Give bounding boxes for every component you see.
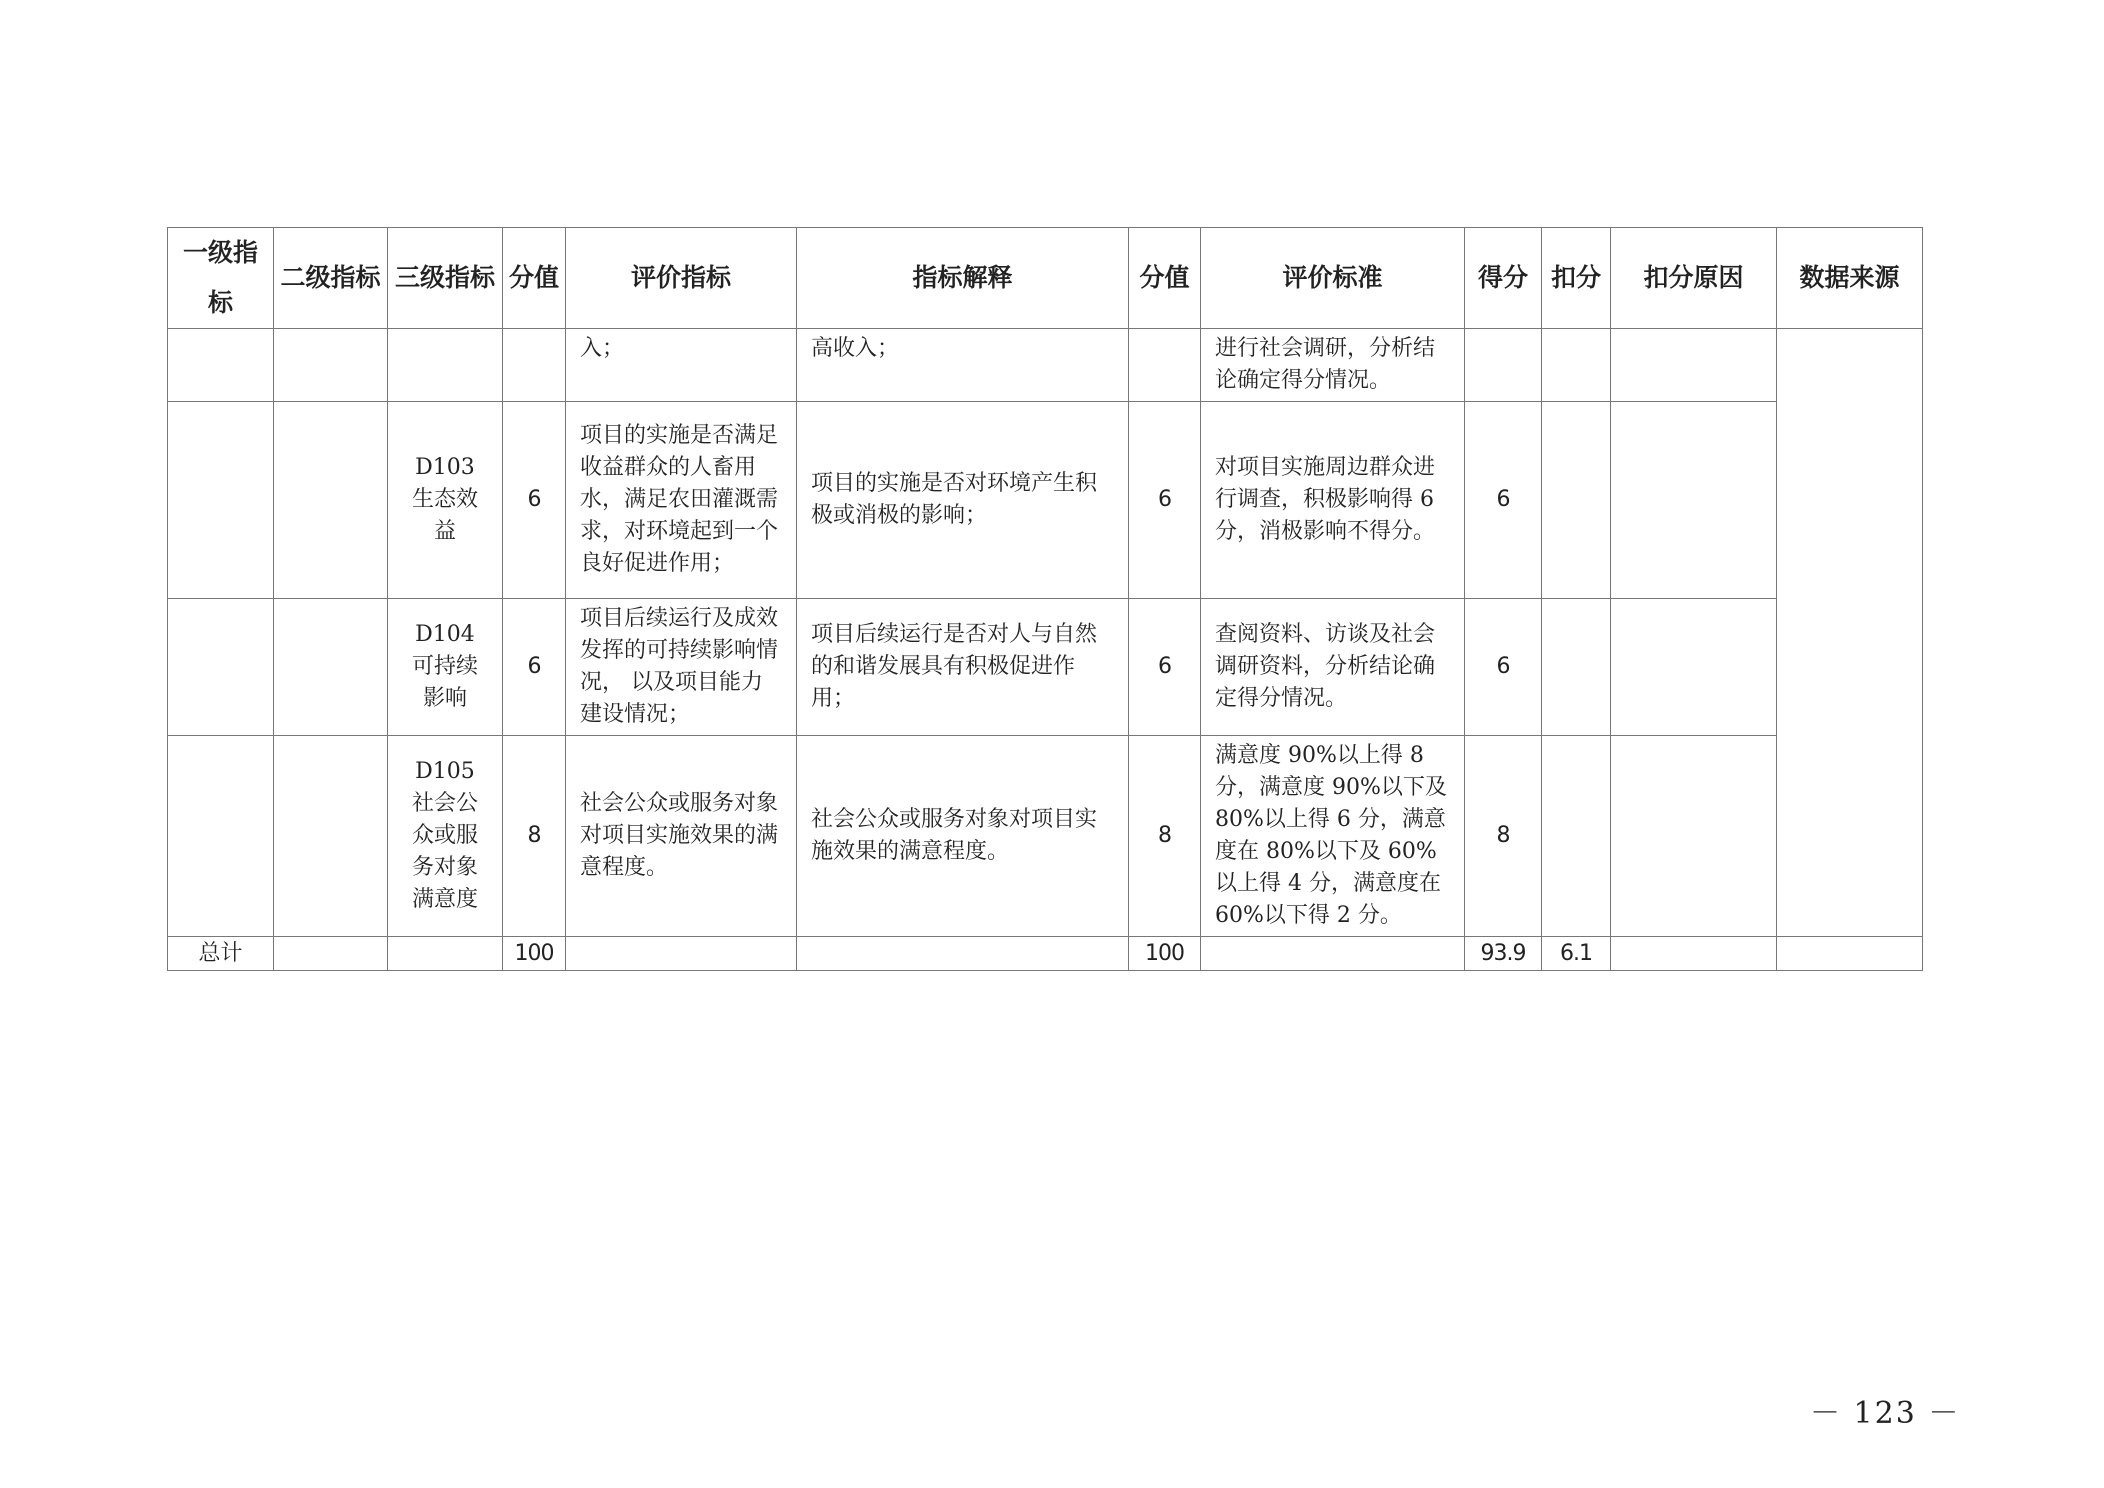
obtained-cell [1465,329,1542,402]
evaluation-table [167,227,1923,971]
level2-cell [274,599,388,736]
level2-cell [274,937,388,971]
level2-cell [274,736,388,937]
header-obtained: 得分 [1465,228,1542,329]
level1-cell [168,736,274,937]
standard-cell: 满意度 90%以上得 8 分，满意度 90%以下及 80%以上得 6 分，满意度在 80%以下及 60%以上得 4 分，满意度在 60%以下得 2 分。 [1201,736,1465,937]
total-row [168,937,1923,971]
header-source: 数据来源 [1777,228,1923,329]
score-cell [503,329,566,402]
score2-cell: 6 [1129,402,1201,599]
total-obtained: 93.9 [1465,937,1542,971]
reason-cell [1611,599,1777,736]
header-reason: 扣分原因 [1611,228,1777,329]
level3-cell [388,329,503,402]
obtained-cell: 8 [1465,736,1542,937]
score-cell: 8 [503,736,566,937]
header-indicator: 评价指标 [566,228,797,329]
score-cell: 6 [503,599,566,736]
explanation-cell: 项目的实施是否对环境产生积极或消极的影响； [797,402,1129,599]
table-row [168,402,1923,599]
level3-cell: D104 可持续影响 [388,599,503,736]
total-deducted: 6.1 [1542,937,1611,971]
table-row [168,329,1923,402]
indicator-cell: 入； [566,329,797,402]
table-row [168,736,1923,937]
deducted-cell [1542,329,1611,402]
reason-cell [1611,937,1777,971]
standard-cell: 查阅资料、访谈及社会调研资料，分析结论确定得分情况。 [1201,599,1465,736]
score-cell: 6 [503,402,566,599]
header-row [168,228,1923,329]
deducted-cell [1542,736,1611,937]
page-number: － 123 － [1810,1396,1961,1431]
standard-cell: 对项目实施周边群众进行调查，积极影响得 6 分，消极影响不得分。 [1201,402,1465,599]
level1-cell [168,402,274,599]
explanation-cell: 项目后续运行是否对人与自然的和谐发展具有积极促进作用； [797,599,1129,736]
score2-cell: 8 [1129,736,1201,937]
score2-cell [1129,329,1201,402]
header-level1: 一级指标 [168,228,274,329]
level2-cell [274,402,388,599]
total-label: 总计 [168,937,274,971]
indicator-cell: 社会公众或服务对象对项目实施效果的满意程度。 [566,736,797,937]
deducted-cell [1542,599,1611,736]
header-score-2: 分值 [1129,228,1201,329]
obtained-cell: 6 [1465,402,1542,599]
indicator-cell: 项目的实施是否满足收益群众的人畜用水，满足农田灌溉需求，对环境起到一个良好促进作用； [566,402,797,599]
reason-cell [1611,402,1777,599]
source-cell [1777,937,1923,971]
reason-cell [1611,736,1777,937]
indicator-cell [566,937,797,971]
table-row [168,599,1923,736]
level3-cell: D105 社会公众或服务对象满意度 [388,736,503,937]
score2-cell: 6 [1129,599,1201,736]
obtained-cell: 6 [1465,599,1542,736]
header-level3: 三级指标 [388,228,503,329]
deducted-cell [1542,402,1611,599]
explanation-cell: 高收入； [797,329,1129,402]
level3-cell: D103 生态效益 [388,402,503,599]
source-cell [1777,329,1923,937]
header-explanation: 指标解释 [797,228,1129,329]
indicator-cell: 项目后续运行及成效发挥的可持续影响情况， 以及项目能力建设情况； [566,599,797,736]
header-score: 分值 [503,228,566,329]
explanation-cell: 社会公众或服务对象对项目实施效果的满意程度。 [797,736,1129,937]
standard-cell [1201,937,1465,971]
explanation-cell [797,937,1129,971]
header-deducted: 扣分 [1542,228,1611,329]
reason-cell [1611,329,1777,402]
level1-cell [168,329,274,402]
total-score-2: 100 [1129,937,1201,971]
level2-cell [274,329,388,402]
standard-cell: 进行社会调研，分析结论确定得分情况。 [1201,329,1465,402]
header-level2: 二级指标 [274,228,388,329]
level3-cell [388,937,503,971]
level1-cell [168,599,274,736]
total-score: 100 [503,937,566,971]
header-standard: 评价标准 [1201,228,1465,329]
